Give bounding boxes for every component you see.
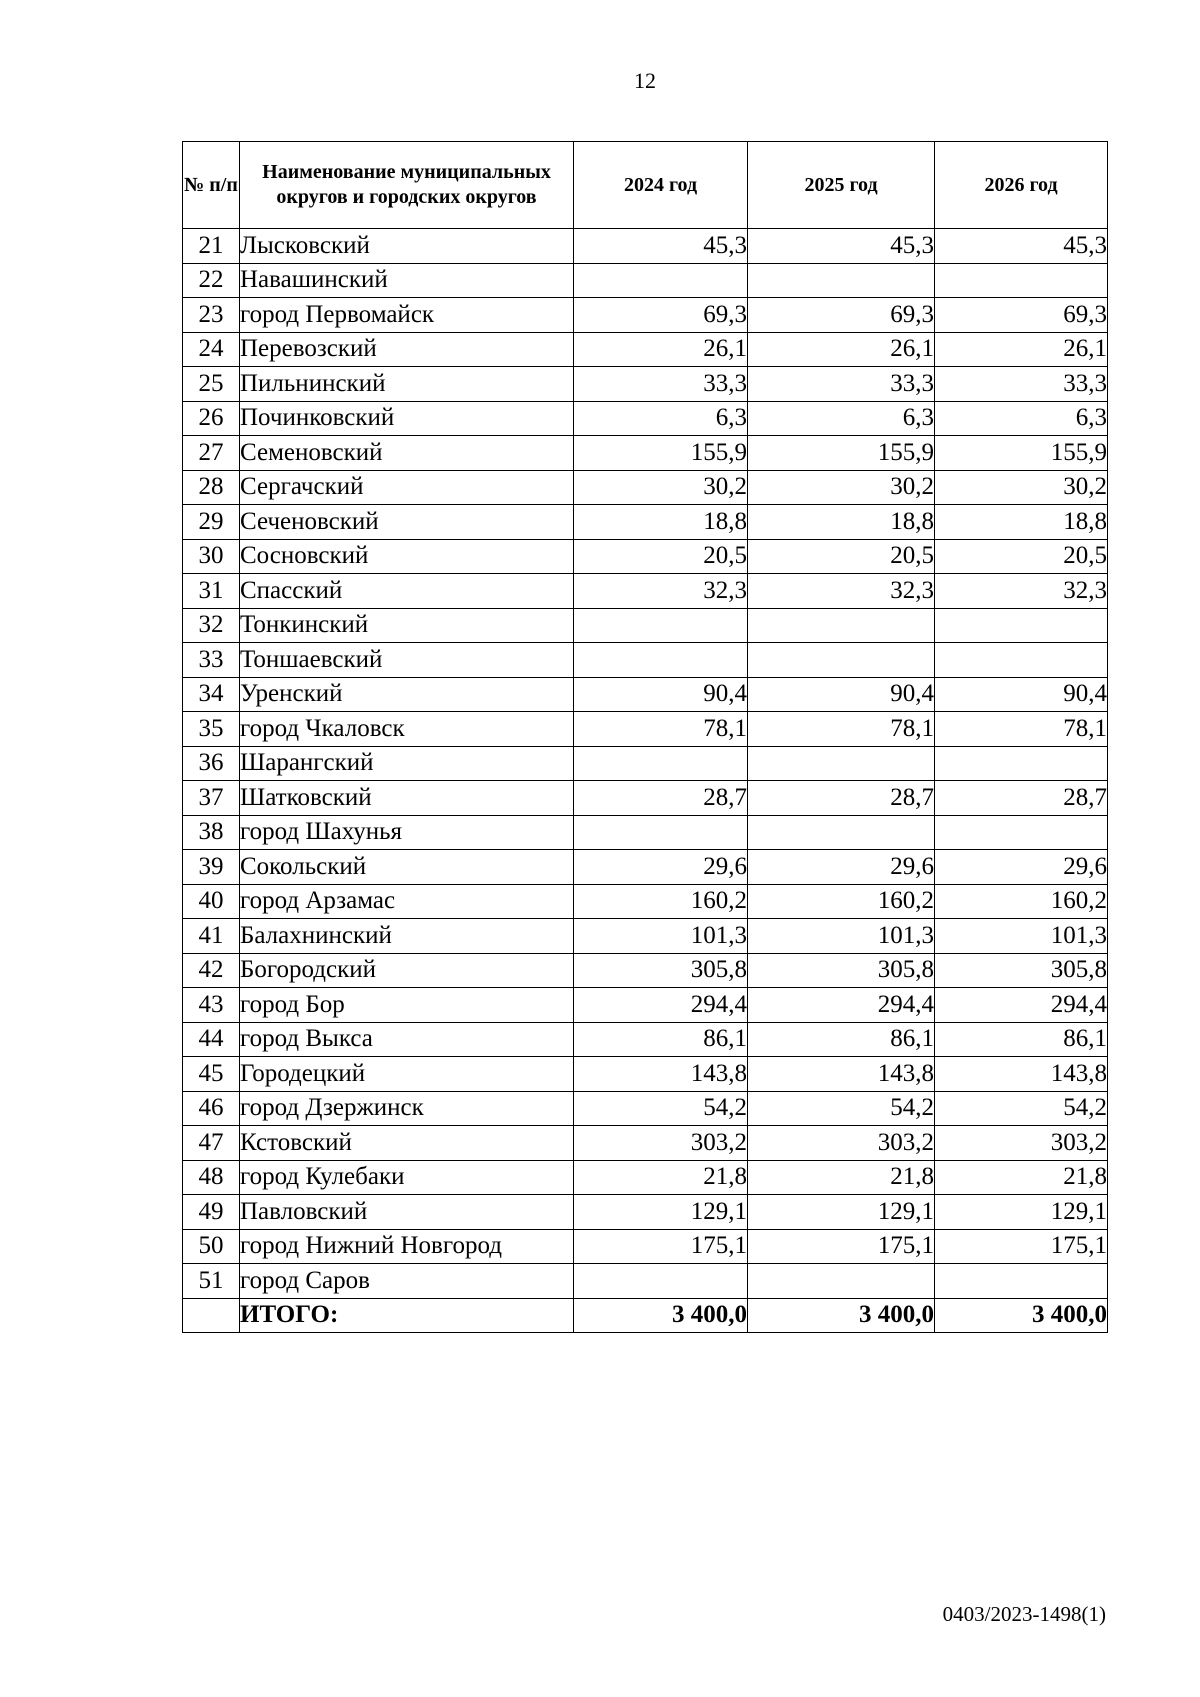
cell-name: город Арзамас	[240, 884, 574, 919]
cell-num: 46	[183, 1091, 240, 1126]
cell-2026: 18,8	[935, 505, 1108, 540]
cell-name: город Дзержинск	[240, 1091, 574, 1126]
cell-2024	[574, 1264, 748, 1299]
cell-2026: 101,3	[935, 919, 1108, 954]
cell-num: 37	[183, 781, 240, 816]
cell-2025: 90,4	[748, 677, 935, 712]
cell-name: Сергачский	[240, 470, 574, 505]
table-row	[183, 988, 1108, 1023]
cell-2024: 26,1	[574, 332, 748, 367]
table-header-row	[183, 142, 1108, 229]
cell-num: 38	[183, 815, 240, 850]
cell-num: 24	[183, 332, 240, 367]
cell-name: город Нижний Новгород	[240, 1229, 574, 1264]
cell-2026	[935, 815, 1108, 850]
cell-2024: 155,9	[574, 436, 748, 471]
cell-name: Лысковский	[240, 229, 574, 264]
cell-2025: 160,2	[748, 884, 935, 919]
cell-2026: 21,8	[935, 1160, 1108, 1195]
cell-2025: 28,7	[748, 781, 935, 816]
table-row	[183, 1091, 1108, 1126]
cell-2026: 90,4	[935, 677, 1108, 712]
table-row	[183, 1160, 1108, 1195]
cell-num: 28	[183, 470, 240, 505]
cell-name: Пильнинский	[240, 367, 574, 402]
cell-2025: 305,8	[748, 953, 935, 988]
table-row	[183, 608, 1108, 643]
total-2025: 3 400,0	[748, 1298, 935, 1333]
cell-num: 35	[183, 712, 240, 747]
cell-num: 47	[183, 1126, 240, 1161]
cell-num: 22	[183, 263, 240, 298]
cell-name: Шарангский	[240, 746, 574, 781]
cell-name: город Шахунья	[240, 815, 574, 850]
cell-2024: 29,6	[574, 850, 748, 885]
cell-name: Сеченовский	[240, 505, 574, 540]
cell-name: Городецкий	[240, 1057, 574, 1092]
cell-name: Балахнинский	[240, 919, 574, 954]
cell-2026: 86,1	[935, 1022, 1108, 1057]
cell-num: 21	[183, 229, 240, 264]
header-2024: 2024 год	[574, 142, 748, 229]
table-row	[183, 850, 1108, 885]
cell-num: 39	[183, 850, 240, 885]
cell-2026: 129,1	[935, 1195, 1108, 1230]
table-body	[183, 229, 1108, 1333]
header-2026: 2026 год	[935, 142, 1108, 229]
total-label: ИТОГО:	[240, 1298, 574, 1333]
cell-num: 26	[183, 401, 240, 436]
cell-num	[183, 1298, 240, 1333]
table-row	[183, 436, 1108, 471]
cell-name: Сосновский	[240, 539, 574, 574]
table-row	[183, 1126, 1108, 1161]
cell-2025: 143,8	[748, 1057, 935, 1092]
table-row	[183, 1022, 1108, 1057]
cell-2026: 155,9	[935, 436, 1108, 471]
cell-2026: 305,8	[935, 953, 1108, 988]
table-row	[183, 884, 1108, 919]
cell-2026: 30,2	[935, 470, 1108, 505]
cell-name: Тоншаевский	[240, 643, 574, 678]
cell-name: Павловский	[240, 1195, 574, 1230]
cell-2025: 129,1	[748, 1195, 935, 1230]
table-row	[183, 263, 1108, 298]
cell-2026: 160,2	[935, 884, 1108, 919]
cell-2024: 129,1	[574, 1195, 748, 1230]
cell-name: город Выкса	[240, 1022, 574, 1057]
cell-2024: 303,2	[574, 1126, 748, 1161]
cell-2025: 86,1	[748, 1022, 935, 1057]
table-row	[183, 953, 1108, 988]
cell-2026: 29,6	[935, 850, 1108, 885]
cell-name: город Первомайск	[240, 298, 574, 333]
cell-2024	[574, 643, 748, 678]
cell-2024: 160,2	[574, 884, 748, 919]
cell-name: город Бор	[240, 988, 574, 1023]
table-row	[183, 746, 1108, 781]
cell-2025: 45,3	[748, 229, 935, 264]
cell-2025: 6,3	[748, 401, 935, 436]
table-row	[183, 1264, 1108, 1299]
cell-name: Спасский	[240, 574, 574, 609]
cell-2024: 101,3	[574, 919, 748, 954]
cell-name: Шатковский	[240, 781, 574, 816]
header-num: № п/п	[183, 142, 240, 229]
cell-num: 40	[183, 884, 240, 919]
table-row	[183, 470, 1108, 505]
cell-num: 25	[183, 367, 240, 402]
cell-num: 50	[183, 1229, 240, 1264]
cell-2025	[748, 746, 935, 781]
cell-num: 33	[183, 643, 240, 678]
cell-2024: 28,7	[574, 781, 748, 816]
cell-num: 29	[183, 505, 240, 540]
cell-2024: 30,2	[574, 470, 748, 505]
cell-2024: 90,4	[574, 677, 748, 712]
cell-2026: 45,3	[935, 229, 1108, 264]
cell-name: Кстовский	[240, 1126, 574, 1161]
cell-2024: 86,1	[574, 1022, 748, 1057]
cell-2024: 33,3	[574, 367, 748, 402]
total-2024: 3 400,0	[574, 1298, 748, 1333]
cell-2025	[748, 643, 935, 678]
cell-2026: 26,1	[935, 332, 1108, 367]
cell-2025: 33,3	[748, 367, 935, 402]
cell-num: 51	[183, 1264, 240, 1299]
cell-name: Богородский	[240, 953, 574, 988]
cell-2026: 303,2	[935, 1126, 1108, 1161]
cell-name: Навашинский	[240, 263, 574, 298]
table-row	[183, 677, 1108, 712]
cell-num: 45	[183, 1057, 240, 1092]
table-row	[183, 539, 1108, 574]
cell-2025: 101,3	[748, 919, 935, 954]
cell-2024: 20,5	[574, 539, 748, 574]
cell-name: Тонкинский	[240, 608, 574, 643]
header-2025: 2025 год	[748, 142, 935, 229]
cell-2024: 45,3	[574, 229, 748, 264]
cell-2024: 78,1	[574, 712, 748, 747]
cell-2026: 54,2	[935, 1091, 1108, 1126]
cell-num: 48	[183, 1160, 240, 1195]
cell-2025: 78,1	[748, 712, 935, 747]
cell-num: 49	[183, 1195, 240, 1230]
cell-2024: 54,2	[574, 1091, 748, 1126]
total-2026: 3 400,0	[935, 1298, 1108, 1333]
cell-2025	[748, 1264, 935, 1299]
cell-2026: 20,5	[935, 539, 1108, 574]
page-number: 12	[634, 68, 656, 93]
cell-num: 44	[183, 1022, 240, 1057]
cell-2024: 143,8	[574, 1057, 748, 1092]
cell-2026	[935, 608, 1108, 643]
cell-2024: 6,3	[574, 401, 748, 436]
cell-num: 43	[183, 988, 240, 1023]
table-row	[183, 643, 1108, 678]
table-row	[183, 332, 1108, 367]
table-row	[183, 574, 1108, 609]
table-row	[183, 919, 1108, 954]
cell-2024	[574, 815, 748, 850]
cell-2026	[935, 1264, 1108, 1299]
cell-2025	[748, 263, 935, 298]
cell-num: 30	[183, 539, 240, 574]
cell-name: Починковский	[240, 401, 574, 436]
cell-name: город Кулебаки	[240, 1160, 574, 1195]
cell-2025: 20,5	[748, 539, 935, 574]
cell-2025: 303,2	[748, 1126, 935, 1161]
cell-name: Перевозский	[240, 332, 574, 367]
cell-2025: 32,3	[748, 574, 935, 609]
table-row	[183, 298, 1108, 333]
cell-2026	[935, 263, 1108, 298]
cell-name: Семеновский	[240, 436, 574, 471]
total-row	[183, 1298, 1108, 1333]
table-row	[183, 1195, 1108, 1230]
table-row	[183, 815, 1108, 850]
cell-num: 42	[183, 953, 240, 988]
cell-num: 36	[183, 746, 240, 781]
cell-2024: 21,8	[574, 1160, 748, 1195]
cell-2024: 175,1	[574, 1229, 748, 1264]
cell-2025: 294,4	[748, 988, 935, 1023]
cell-num: 31	[183, 574, 240, 609]
table-row	[183, 781, 1108, 816]
cell-2026: 175,1	[935, 1229, 1108, 1264]
table-row	[183, 1229, 1108, 1264]
cell-2025	[748, 608, 935, 643]
cell-2024: 18,8	[574, 505, 748, 540]
cell-2025: 30,2	[748, 470, 935, 505]
cell-2025	[748, 815, 935, 850]
cell-num: 27	[183, 436, 240, 471]
table-row	[183, 1057, 1108, 1092]
cell-2026: 143,8	[935, 1057, 1108, 1092]
cell-2025: 21,8	[748, 1160, 935, 1195]
cell-2026	[935, 746, 1108, 781]
cell-2024: 305,8	[574, 953, 748, 988]
cell-2025: 18,8	[748, 505, 935, 540]
cell-2025: 29,6	[748, 850, 935, 885]
table-row	[183, 229, 1108, 264]
cell-2024: 69,3	[574, 298, 748, 333]
cell-2024	[574, 608, 748, 643]
cell-2026: 6,3	[935, 401, 1108, 436]
cell-2024: 32,3	[574, 574, 748, 609]
cell-2026: 33,3	[935, 367, 1108, 402]
table-row	[183, 712, 1108, 747]
cell-num: 32	[183, 608, 240, 643]
cell-2025: 175,1	[748, 1229, 935, 1264]
table-row	[183, 505, 1108, 540]
cell-2025: 54,2	[748, 1091, 935, 1126]
cell-name: город Чкаловск	[240, 712, 574, 747]
cell-2025: 155,9	[748, 436, 935, 471]
cell-2024	[574, 263, 748, 298]
document-code: 0403/2023-1498(1)	[942, 1602, 1106, 1626]
cell-2026: 28,7	[935, 781, 1108, 816]
cell-2026	[935, 643, 1108, 678]
cell-2026: 32,3	[935, 574, 1108, 609]
table-row	[183, 367, 1108, 402]
cell-2026: 78,1	[935, 712, 1108, 747]
cell-num: 34	[183, 677, 240, 712]
cell-2025: 69,3	[748, 298, 935, 333]
cell-name: город Саров	[240, 1264, 574, 1299]
cell-2024: 294,4	[574, 988, 748, 1023]
table-row	[183, 401, 1108, 436]
cell-num: 41	[183, 919, 240, 954]
cell-name: Сокольский	[240, 850, 574, 885]
allocation-table	[182, 141, 1108, 1333]
cell-2026: 69,3	[935, 298, 1108, 333]
cell-name: Уренский	[240, 677, 574, 712]
cell-2025: 26,1	[748, 332, 935, 367]
cell-num: 23	[183, 298, 240, 333]
cell-2026: 294,4	[935, 988, 1108, 1023]
header-name: Наименование муниципальных округов и городских округов	[240, 142, 574, 229]
cell-2024	[574, 746, 748, 781]
